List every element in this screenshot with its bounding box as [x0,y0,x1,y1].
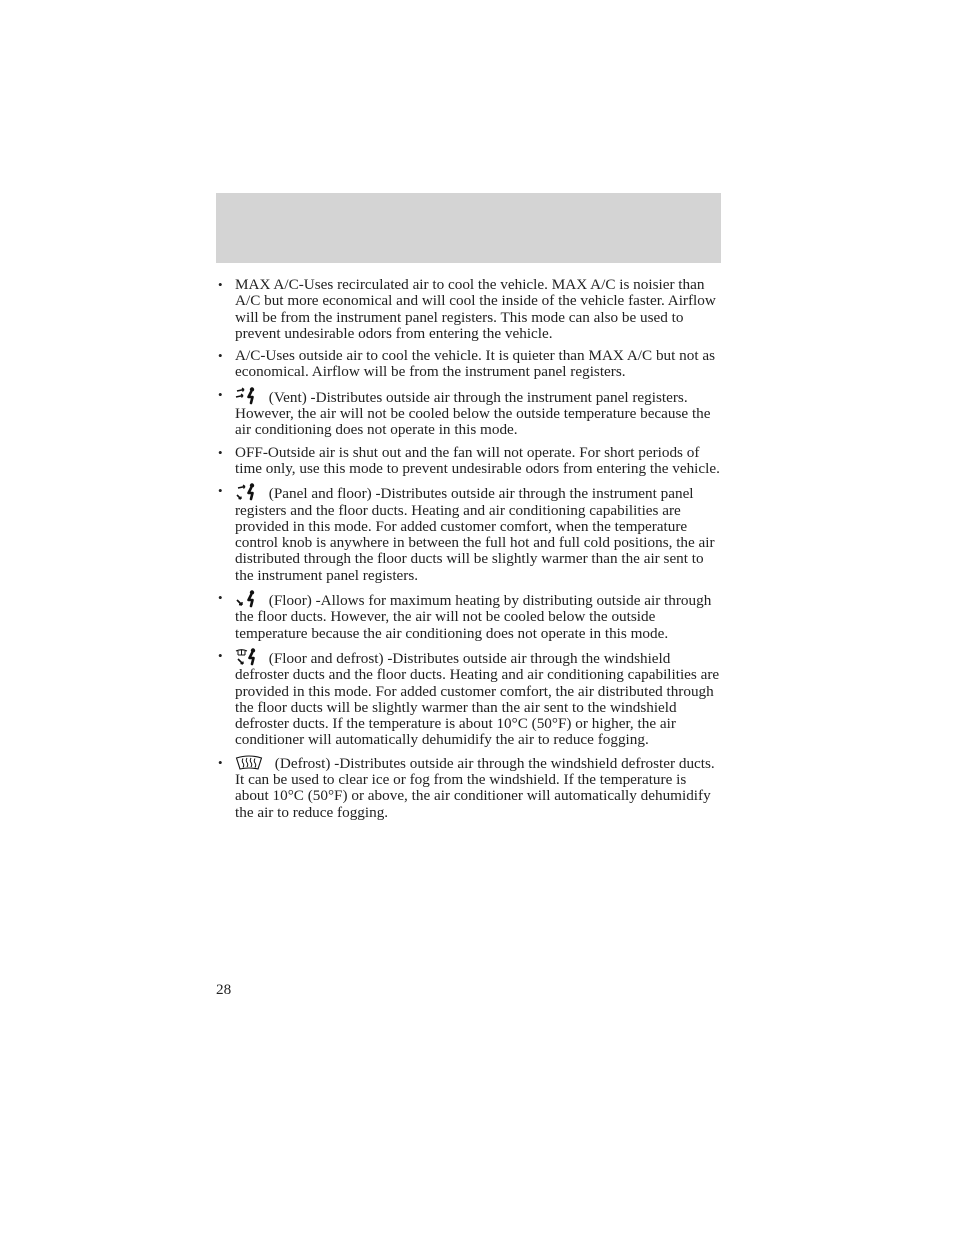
defrost-mode-icon [235,755,263,771]
list-item-ac [216,348,721,381]
item-text: (Floor) -Allows for maximum heating by distributing outside air through the floor ducts. However, the air will not be cooled below the outside temperature because the air conditioning does not operate in this mode. [235,592,712,642]
bullet: • [218,754,223,770]
vent-mode-icon [235,387,257,405]
list-item-defrost [216,755,721,821]
bullet: • [218,348,223,364]
section-header-bar [216,193,721,263]
bullet: • [218,444,223,460]
list-item-panel-floor [216,483,721,584]
item-text: A/C-Uses outside air to cool the vehicle. It is quieter than MAX A/C but not as economical. Airflow will be from the instrument panel registers. [235,347,716,381]
item-text: OFF-Outside air is shut out and the fan will not operate. For short periods of time only, use this mode to prevent undesirable odors from entering the vehicle. [235,443,720,477]
bullet: • [218,277,223,292]
panel-floor-mode-icon [235,483,257,501]
climate-mode-list [216,277,721,821]
page-content [216,277,721,827]
page-number: 28 [216,981,232,998]
item-text: (Vent) -Distributes outside air through the instrument panel registers. However, the air will not be cooled below the outside temperature because the air conditioning does not operate in this mode. [235,388,711,439]
list-item-max-ac [216,277,721,342]
floor-mode-icon [235,590,257,608]
item-text: (Floor and defrost) -Distributes outside air through the windshield defroster ducts and the floor ducts. Heating and air conditioning capabilities are provided in this mode. For added customer comfort, the air distributed through the floor ducts will be slightly warmer than the air sent to the windshield defroster ducts. If the temperature is about 10°C (50°F) or higher, the air conditioner will automatically dehumidify the air to reduce fogging. [235,649,720,749]
list-item-vent [216,387,721,439]
list-item-off [216,445,721,478]
item-text: (Panel and floor) -Distributes outside air through the instrument panel registers and the floor ducts. Heating and air conditioning capabilities are provided in this mode. For added customer comfort, when the temperature control knob is anywhere in between the full hot and full cold positions, the air distributed through the floor ducts will be slightly warmer than the air sent to the instrument panel registers. [235,485,715,584]
list-item-floor [216,590,721,642]
item-text: MAX A/C-Uses recirculated air to cool the vehicle. MAX A/C is noisier than A/C but more economical and will cool the inside of the vehicle faster. Airflow will be from the instrument panel registers. This mode can also be used to prevent undesirable odors from entering the vehicle. [235,276,716,342]
bullet: • [218,647,223,663]
bullet: • [218,590,223,606]
bullet: • [218,386,223,402]
bullet: • [218,483,223,499]
floor-defrost-mode-icon [235,648,257,666]
list-item-floor-defrost [216,648,721,749]
item-text: (Defrost) -Distributes outside air through the windshield defroster ducts. It can be used to clear ice or fog from the windshield. If the temperature is about 10°C (50°F) or above, the air conditioner will automatically dehumidify the air to reduce fogging. [235,754,715,821]
